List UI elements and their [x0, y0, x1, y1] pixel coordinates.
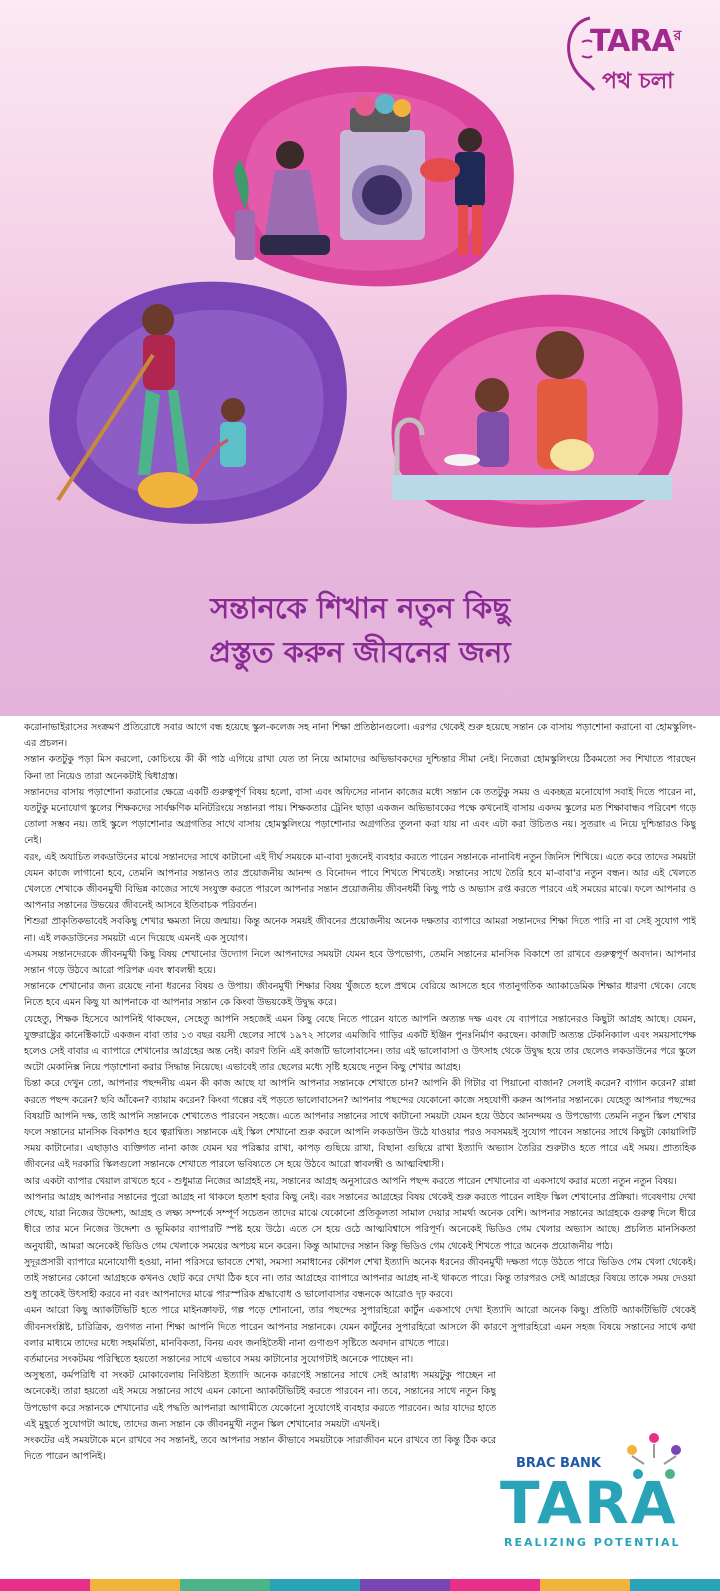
- color-strip-segment: [630, 1579, 720, 1591]
- article-paragraph: বরং, এই অযাচিত লকডাউনের মাঝে সন্তানদের সাথে কাটানো এই দীর্ঘ সময়কে মা-বাবা দুজনেই ব্যবহার করতে পারেন সন্তানকে নানাবিধ নতুন জিনিস শিখিয়ে। এতে করে তাদের সময়টা যেমন কাজে লাগানো হবে, তেমনি আপনার সন্তানও তার প্রয়োজনীয় আনন্দ ও বিনোদন পাবে শিখতে শিখতেই। সন্তানের সাথে তৈরি হবে মা-বাবা'র নতুন বন্ধন। আর এই খেলতে খেলতে শেখাকে জীবনমুখী বিভিন্ন কাজের সাথে সংযুক্ত করতে পারলে আপনার সন্তান প্রয়োজনীয় জীবনধর্মী কিছু পাঠ ও অভ্যাস রপ্ত করতে পারবে এই সময়ের মাঝে। ফলে আপনার ও আপনার সন্তানের উভয়ের জীবনেই আসবে ইতিবাচক পরিবর্তন।: [24, 851, 696, 912]
- tara-poth-chola-logo: [560, 12, 710, 102]
- article-paragraph: শিশুরা প্রাকৃতিকভাবেই সবকিছু শেখার ক্ষমতা নিয়ে জন্মায়। কিন্তু অনেক সময়ই জীবনের প্রয়োজনীয় অনেক দক্ষতার ব্যাপারে আমরা সন্তানদের শিক্ষা দিতে পারি না বা সেই সুযোগ পাই না। এই লকডাউনের সময়টা এনে দিয়েছে এমনই এক সুযোগ।: [24, 916, 696, 944]
- article-paragraph: এসময় সন্তানদেরকে জীবনমুখী কিছু বিষয় শেখানোর উদ্যোগ নিলে আপনাদের সময়টা যেমন হবে উপভোগ্য, তেমনি সন্তানের মানসিক বিকাশে তা রাখবে গুরুত্বপূর্ণ অবদান। আপনার সন্তান গড়ে উঠবে আরো পরিপক্ব এবং স্বাবলম্বী হয়ে।: [24, 948, 696, 977]
- headline-line-2: প্রস্তুত করুন জীবনের জন্য: [209, 635, 511, 669]
- article-paragraph: আপনার আগ্রহ আপনার সন্তানের পুরো আগ্রহ না থাকলে হতাশ হবার কিছু নেই। বরং সন্তানের আগ্রহের বিষয় থেকেই শুরু করতে পারেন লাইফ স্কিল শেখানোর প্রক্রিয়া। গবেষণায় দেখা গেছে, যারা নিজের উদ্দেশ্য, আগ্রহ ও লক্ষ্য সম্পর্কে সম্পূর্ণ সচেতন তাদের মাঝে যেকোনো প্রতিকূলতা সামাল দেয়ার সামর্থ্য অনেক বেশি। আপনার সন্তানের আগ্রহকে গুরুত্ব দিলে ধীরে ধীরে তার মনে নিজের উদ্দেশ্য ও ভূমিকার ব্যাপারটি স্পষ্ট হয়ে উঠে। এতে সে হয়ে ওঠে আত্মবিশ্বাসে পরিপূর্ণ। অনেকেই ভিডিও গেম খেলার অভ্যাস আছে। প্রচলিত মানসিকতা অনুযায়ী, আমরা অনেকেই ভিডিও গেম খেলাকে সময়ের অপচয় মনে করেন। কিন্তু আমাদের সন্তান কিন্তু ভিডিও গেম থেকেই শিখতে পারে অনেক প্রয়োজনীয় পাঠ।: [24, 1191, 696, 1252]
- article-paragraph: যেহেতু, শিক্ষক হিসেবে আপনিই থাকছেন, সেহেতু আপনি সহজেই এমন কিছু বেছে নিতে পারেন যাতে আপনি অত্যন্ত দক্ষ এবং যে ব্যাপারে সন্তানেরও কিছুটা আগ্রহ আছে। যেমন, যুক্তরাষ্ট্রের কানেক্টিকাটে একজন বাবা তার ১৩ বছর বয়সী ছেলের সাথে ১৯৭২ সালের এমজিবি গাড়ির একটি ইঞ্জিন পুনঃনির্মাণ করছেন। কাজটি অত্যন্ত টেকনিক্যাল এবং সময়সাপেক্ষ হলেও সেই বাবার এ ব্যাপারে শেখানোর আগ্রহের অন্ত নেই। কারণ তিনি এই কাজটি ভালোবাসেন। তার এই ভালোবাসা ও উৎসাহ থেকে উদ্বুদ্ধ হয়ে তার ছেলেও লকডাউনের পরে স্কুলে অটো মেকানিক্স নিয়ে পড়াশোনা করার সিদ্ধান্ত নিয়েছে। এভাবেই তার ছেলের মধ্যে সৃষ্টি হয়েছে নতুন কিছু শেখার আগ্রহ।: [24, 1013, 696, 1074]
- color-strip-segment: [360, 1579, 450, 1591]
- article-paragraph: সন্তানকে শেখানোর জন্য রয়েছে নানা ধরনের বিষয় ও উপায়। জীবনমুখী শিক্ষার বিষয় খুঁজতে হলে প্রথমে বেরিয়ে আসতে হবে গতানুগতিক অ্যাকাডেমিক শিক্ষার ধারণা থেকে। বেছে নিতে হবে এমন কিছু যা আপনাকে বা আপনার সন্তান কে কিংবা উভয়কেই উদ্বুদ্ধ করে।: [24, 981, 696, 1009]
- bottom-color-strip: [0, 1579, 720, 1591]
- article-paragraph: সন্তানদের বাসায় পড়াশোনা করানোর ক্ষেত্রে একটি গুরুত্বপূর্ণ বিষয় হলো, বাসা এবং অফিসের নানান কাজের মধ্যে সন্তান কে ততটুকু সময় ও একচ্ছত্র মনোযোগ সবাই দিতে পারেন না, যতটুকু মনোযোগ স্কুলের শিক্ষকদের সার্বক্ষণিক মনিটরিংয়ে সন্তানরা পায়। শিক্ষকতার ট্রেনিং ছাড়া একজন অভিভাবকের পক্ষে কখনোই বাসায় একদম স্কুলের মত শিক্ষাবান্ধব পরিবেশ গড়ে তোলা সম্ভব নয়। তাই স্কুলে পড়াশোনার অগ্রগতির সাথে বাসায় হোমস্কুলিংয়ে পড়াশোনার অগ্রগতির তুলনা করা যায় না এবং এটা করা উচিতও নয়। সুতরাং এ নিয়ে দুশ্চিন্তারও কিছু নেই।: [24, 786, 696, 847]
- cleaning-scene-illustration: [38, 265, 358, 535]
- brac-bank-tara-logo: [496, 1428, 706, 1558]
- color-strip-segment: [540, 1579, 630, 1591]
- article-paragraph: এমন আরো কিছু অ্যাকটিভিটি হতে পারে মাইনক্রাফট, গল্প পড়ে শোনানো, তার পছন্দের সুপারহিরো কার্টুন একসাথে দেখা ইত্যাদি আরো অনেক কিছু। প্রতিটি অ্যাকটিভিটি থেকেই জীবনসংশ্লিষ্ট, চারিত্রিক, গুণগত নানা শিক্ষা আপনি দিতে পারেন আপনার সন্তানকে। যেমন কার্টুনের সুপারহিরো আসলে কী কারণে সুপারহিরো এমন সহজ বিষয়ে সন্তানের সাথে কথা বলার মাধ্যমে তাদের মধ্যে সহমর্মিতা, মানবিকতা, বিনয় এবং জনহিতৈষী নানা গুণাগুণ সৃষ্টিতে অবদান রাখতে পারে।: [24, 1305, 696, 1349]
- color-strip-segment: [450, 1579, 540, 1591]
- headline-line-1: সন্তানকে শিখান নতুন কিছু: [210, 591, 510, 625]
- article-paragraph: অসুস্থতা, কর্মপরিধি বা সংকট মোকাবেলায় নিবিষ্টতা ইত্যাদি অনেক কারণেই সন্তানের সাথে সেই আরাধ্য সময়টুকু পাচ্ছেন না অনেকেই। তারা হয়তো এই সময়ে সন্তানের সাথে এমন কোনো অ্যাকটিভিটিই করতে পারবেন না। তবে, সন্তানের সাথে নতুন কিছু উপভোগ করে সন্তানকে শেখানোর এই পদ্ধতি আপনারা আগামীতে যেকোনো সুযোগেই ব্যবহার করতে পারবেন। আর যাদের হাতে এই মুহূর্তে সুযোগটা আছে, তাদের জন্য সন্তান কে জীবনমুখী নতুন স্কিল শেখানোর সময়টা এখনই।: [24, 1370, 496, 1430]
- article-body: [24, 720, 696, 1465]
- program-slogan: REALIZING POTENTIAL: [504, 1536, 681, 1549]
- logo-brand-suffix: র: [673, 28, 681, 44]
- logo-brand-text: $TARA^র$: [590, 24, 681, 59]
- bank-name: BRAC BANK: [516, 1456, 601, 1471]
- color-strip-segment: [0, 1579, 90, 1591]
- kitchen-scene-illustration: [372, 275, 692, 540]
- color-strip-segment: [90, 1579, 180, 1591]
- laundry-scene-illustration: [190, 60, 530, 300]
- color-strip-segment: [270, 1579, 360, 1591]
- article-paragraph: চিন্তা করে দেখুন তো, আপনার পছন্দনীয় এমন কী কাজ আছে যা আপনি আপনার সন্তানকে শেখাতে চান? আপনি কী গিটার বা পিয়ানো বাজান? সেলাই করেন? বাগান করেন? রান্না করতে পছন্দ করেন? ছবি আঁকেন? ব্যায়াম করেন? কিংবা গল্পের বই পড়তে ভালোবাসেন? আপনার পছন্দের যেকোনো কাজে সহযোগী করুন আপনার সন্তানকে। যেহেতু আপনার পছন্দের বিষয়টি আপনি দক্ষ, তাই আপনি সন্তানকে শেখাতেও পারবেন সহজে। এতে আপনার সন্তানের সাথে কাটানো সময়টা যেমন হয়ে উঠবে আনন্দময় ও উপভোগ্য তেমনি নতুন স্কিল শেখার ফলে সন্তানের মানসিক বিকাশও হবে ত্বরান্বিত। সন্তানকে এই স্কিল শেখানো শুরু করলে আপনি লকডাউন উঠে যাওয়ার পরও সবসময়ই সুযোগ পাবেন সন্তানের সাথে কিছুটা কোয়ালিটি সময় কাটানোর। এছাড়াও ব্যক্তিগত নানা কাজ যেমন ঘর পরিষ্কার রাখা, কাপড় গুছিয়ে রাখা, বিছানা গুছিয়ে রাখা ইত্যাদি অভ্যাস তৈরির শুরুটাও হতে পারে এই সময়। প্রাত্যহিক জীবনের এই দরকারি স্কিলগুলো সন্তানকে শেখাতে পারলে ভবিষ্যতে সে হয়ে উঠবে আরো স্বাবলম্বী ও আত্মবিশ্বাসী।: [24, 1078, 696, 1171]
- hero-illustration: [0, 0, 720, 716]
- article-paragraph: সন্তান কতটুকু পড়া মিস করলো, কোচিংয়ে কী কী পাঠ এগিয়ে রাখা যেত তা নিয়ে আমাদের অভিভাবকদের দুশ্চিন্তার সীমা নেই। নিজেরা হোমস্কুলিংয়ে ঠিকমতো সব শিখাতে পারছেন কিনা তা নিয়েও তারা অনেকটাই দ্বিধাগ্রস্ত।: [24, 754, 696, 782]
- color-strip-segment: [180, 1579, 270, 1591]
- article-paragraph: বর্তমানের সংকটময় পরিস্থিতে হয়তো সন্তানের সাথে এভাবে সময় কাটানোর সুযোগটাই অনেকে পাচ্ছেন না।: [24, 1353, 414, 1365]
- program-name: TARA: [500, 1469, 678, 1537]
- logo-tagline: পথ চলা: [602, 69, 674, 94]
- article-paragraph: আর একটা ব্যাপার খেয়াল রাখতে হবে - শুধুমাত্র নিজের আগ্রহই নয়, সন্তানের আগ্রহ অনুসারেও আপনি পছন্দ করতে পারেন শেখানোর বা একসাথে করার মতো নতুন নতুন বিষয়।: [24, 1175, 677, 1187]
- page-headline: [60, 586, 660, 674]
- article-paragraph: সুদূরপ্রসারী ব্যাপারে মনোযোগী হওয়া, নানা পরিসরে ভাবতে শেখা, সমস্যা সমাধানের কৌশল শেখা ইত্যাদি অনেক ধরনের জীবনমুখী দক্ষতা গড়ে উঠতে পারে ভিডিও গেম খেলা থেকেই। তাই সন্তানের কোনো আগ্রহকে কখনও ছোট করে দেখা ঠিক হবে না। তার আগ্রহের ব্যাপারে আপনার আগ্রহ না-ই থাকতে পারে। কিন্তু তারপরও সেই আগ্রহের বিষয়ে তাকে সময় দেওয়া শুধু তাকেই উৎসাহী করবে না বরং আপনাদের মাঝে পারস্পরিক শ্রদ্ধাবোধ ও ভালোবাসার বন্ধনকে আরোও দৃঢ় করবে।: [24, 1256, 696, 1301]
- article-paragraph: করোনাভাইরাসের সংক্রমণ প্রতিরোধে সবার আগে বন্ধ হয়েছে স্কুল-কলেজ সহ নানা শিক্ষা প্রতিষ্ঠানগুলো। এরপর থেকেই শুরু হয়েছে সন্তান কে বাসায় পড়াশোনা করানো বা হোমস্কুলিং-এর প্রচলন।: [24, 722, 696, 750]
- article-paragraph: সংকটের এই সময়টাকে মনে রাখবে সব সন্তানই, তবে আপনার সন্তান কীভাবে সময়টাকে সারাজীবন মনে রাখবে তা কিন্তু ঠিক করে দিতে পারেন আপনিই।: [24, 1434, 496, 1463]
